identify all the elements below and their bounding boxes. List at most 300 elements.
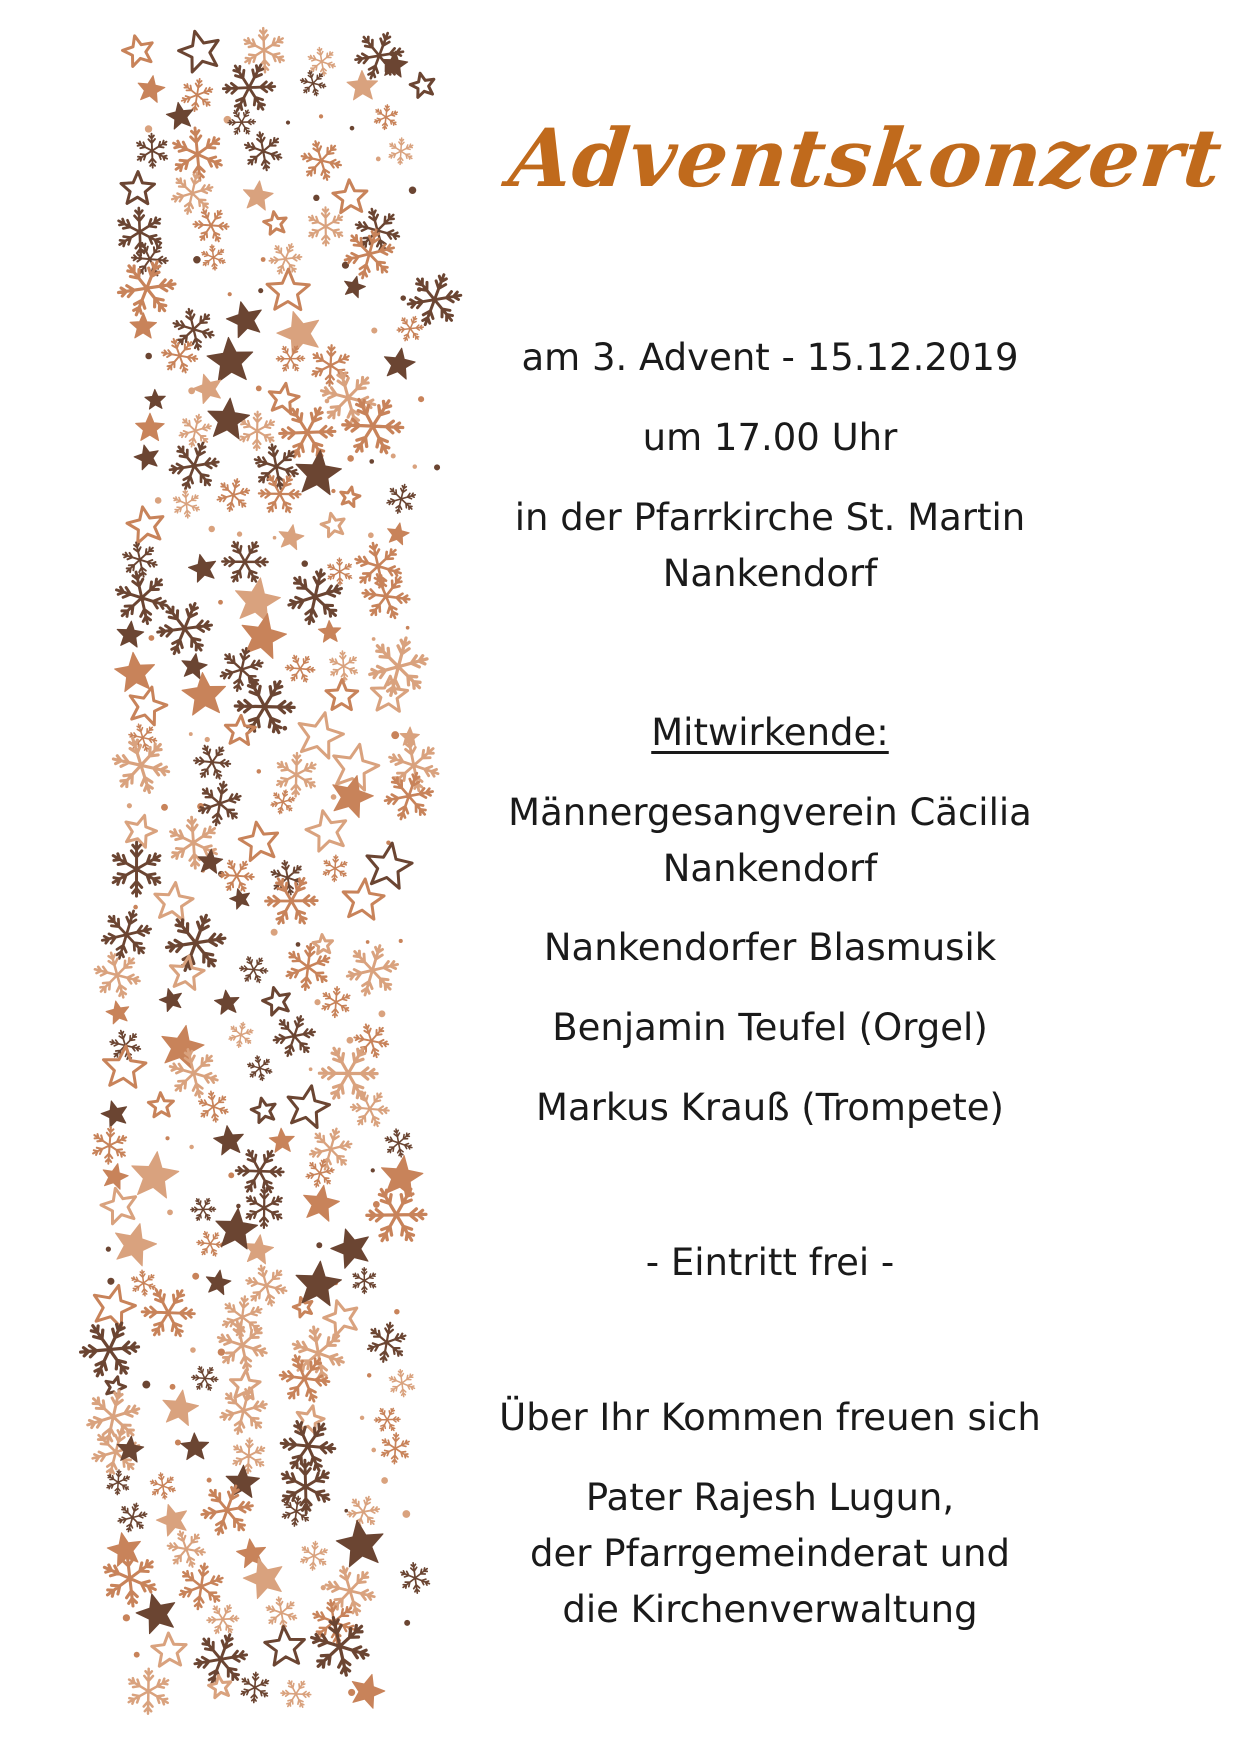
snowflake-icon bbox=[195, 1635, 247, 1684]
snowflake-icon bbox=[241, 1672, 268, 1702]
dot-icon bbox=[170, 1384, 176, 1390]
snowflake-icon bbox=[194, 746, 230, 779]
dot-icon bbox=[413, 464, 418, 469]
snowflake-icon bbox=[221, 1388, 267, 1434]
snowflake-icon bbox=[162, 339, 197, 373]
dot-icon bbox=[409, 186, 416, 193]
snowflake-icon bbox=[167, 915, 225, 970]
snowflake-icon bbox=[182, 79, 213, 111]
star-icon bbox=[321, 513, 344, 536]
star-icon bbox=[216, 1208, 258, 1249]
star-icon bbox=[242, 614, 286, 659]
snowflake-icon bbox=[308, 48, 335, 76]
snowflake-icon bbox=[172, 173, 212, 214]
dot-icon bbox=[368, 532, 374, 538]
snowflake-icon bbox=[370, 638, 427, 695]
star-icon bbox=[296, 1261, 342, 1306]
star-icon bbox=[269, 383, 299, 413]
dot-icon bbox=[376, 157, 381, 162]
snowflake-icon bbox=[280, 408, 335, 457]
snowflake-icon bbox=[113, 738, 168, 792]
star-icon bbox=[130, 313, 157, 338]
snowflake-icon bbox=[129, 1669, 168, 1714]
snowflake-icon bbox=[322, 371, 375, 424]
dot-icon bbox=[367, 1373, 371, 1377]
snowflake-icon bbox=[235, 681, 294, 733]
star-icon bbox=[214, 1126, 244, 1155]
star-icon bbox=[264, 212, 286, 234]
snowflake-icon bbox=[247, 1188, 282, 1228]
dot-icon bbox=[378, 1010, 385, 1017]
star-icon bbox=[336, 1520, 383, 1567]
star-icon bbox=[101, 1188, 136, 1224]
snowflake-icon bbox=[309, 207, 342, 245]
star-icon bbox=[236, 578, 281, 623]
dot-icon bbox=[418, 396, 424, 402]
snowflake-icon bbox=[107, 1470, 129, 1495]
star-icon bbox=[326, 680, 358, 710]
snowflake-icon bbox=[367, 1189, 426, 1241]
snowflake-icon bbox=[293, 1327, 343, 1379]
dot-icon bbox=[208, 526, 214, 532]
dot-icon bbox=[400, 295, 406, 301]
snowflake-icon bbox=[113, 842, 160, 896]
star-icon bbox=[215, 990, 239, 1014]
dot-icon bbox=[321, 1585, 326, 1590]
dot-icon bbox=[161, 804, 168, 811]
star-icon bbox=[104, 1046, 146, 1087]
star-icon bbox=[226, 1465, 259, 1497]
dot-icon bbox=[218, 600, 223, 605]
dot-icon bbox=[145, 353, 152, 360]
dot-icon bbox=[348, 1689, 355, 1696]
star-icon bbox=[106, 1001, 129, 1024]
star-icon bbox=[304, 1185, 340, 1221]
star-icon bbox=[189, 554, 216, 582]
dot-icon bbox=[360, 1416, 364, 1420]
star-icon bbox=[117, 621, 144, 647]
snowflake-icon bbox=[354, 1024, 388, 1057]
star-icon bbox=[145, 389, 165, 409]
snowflake-icon bbox=[368, 1323, 405, 1362]
snowflake-icon bbox=[280, 1356, 329, 1402]
snowflake-icon bbox=[312, 1618, 368, 1676]
dot-icon bbox=[402, 1510, 410, 1518]
star-icon bbox=[297, 1406, 324, 1434]
snowflake-icon bbox=[93, 1127, 126, 1164]
dot-icon bbox=[316, 1242, 322, 1248]
star-icon bbox=[163, 1390, 199, 1426]
snowflake-icon bbox=[287, 944, 329, 990]
dot-icon bbox=[207, 1478, 212, 1483]
snowflake-icon bbox=[385, 1129, 412, 1157]
dot-icon bbox=[197, 803, 204, 810]
star-icon bbox=[345, 276, 366, 297]
snowflake-icon bbox=[401, 1563, 429, 1593]
snowflake-icon bbox=[171, 817, 217, 868]
dot-icon bbox=[256, 386, 262, 392]
star-icon bbox=[244, 181, 274, 210]
host-line: Pater Rajesh Lugun, bbox=[585, 1476, 955, 1519]
dot-icon bbox=[205, 737, 210, 742]
dot-icon bbox=[134, 1652, 140, 1658]
dot-icon bbox=[258, 288, 263, 293]
dot-icon bbox=[236, 1204, 241, 1209]
snowflake-icon bbox=[246, 1266, 286, 1306]
snowflake-icon bbox=[151, 1473, 176, 1499]
star-icon bbox=[318, 621, 340, 643]
star-icon bbox=[243, 1558, 282, 1598]
snowflake-icon bbox=[229, 1023, 253, 1048]
snowflake-icon bbox=[385, 773, 433, 819]
dot-icon bbox=[381, 1477, 388, 1484]
snowflake-icon bbox=[218, 479, 250, 511]
snowflake-icon bbox=[348, 1497, 380, 1527]
snowflake-icon bbox=[132, 1270, 156, 1296]
dot-icon bbox=[257, 464, 261, 468]
dot-icon bbox=[224, 116, 232, 124]
star-icon bbox=[198, 849, 223, 873]
snowflake-icon bbox=[137, 134, 167, 168]
star-icon bbox=[107, 1533, 140, 1567]
dot-icon bbox=[347, 455, 354, 462]
star-icon bbox=[313, 935, 333, 954]
star-icon bbox=[156, 1505, 186, 1537]
snowflake-icon bbox=[245, 132, 281, 170]
snowflake-icon bbox=[223, 65, 274, 111]
star-icon bbox=[159, 989, 181, 1012]
performer-item: Markus Krauß (Trompete) bbox=[536, 1086, 1004, 1129]
star-icon bbox=[127, 507, 163, 543]
dot-icon bbox=[331, 794, 337, 800]
dot-icon bbox=[127, 803, 132, 808]
snowflake-icon bbox=[132, 243, 168, 276]
closing-hosts bbox=[480, 1470, 1060, 1638]
dot-icon bbox=[155, 497, 162, 504]
star-icon bbox=[341, 487, 360, 506]
dot-icon bbox=[344, 1509, 348, 1513]
snowflake-icon bbox=[93, 1429, 139, 1476]
dot-icon bbox=[282, 726, 287, 731]
dot-icon bbox=[189, 1145, 193, 1149]
snowflake-icon bbox=[180, 415, 212, 447]
snowflake-icon bbox=[193, 210, 228, 242]
snowflake-icon bbox=[168, 1531, 205, 1567]
snowflake-icon bbox=[397, 317, 423, 341]
snowflake-icon bbox=[102, 911, 150, 959]
dot-icon bbox=[218, 871, 224, 877]
snowflake-icon bbox=[351, 1092, 389, 1127]
star-icon bbox=[179, 31, 219, 72]
dot-icon bbox=[399, 939, 403, 943]
dot-icon bbox=[394, 1309, 399, 1314]
star-icon bbox=[182, 673, 226, 716]
event-location bbox=[480, 490, 1060, 602]
star-icon bbox=[94, 1286, 135, 1328]
star-icon bbox=[138, 76, 165, 103]
snowflake-icon bbox=[110, 1031, 140, 1061]
snowflake-icon bbox=[142, 1290, 194, 1336]
dot-icon bbox=[347, 1037, 354, 1044]
star-icon bbox=[230, 889, 250, 909]
snowflake-icon bbox=[222, 542, 267, 581]
snowflake-icon bbox=[319, 1048, 377, 1098]
star-icon bbox=[225, 715, 255, 744]
star-icon bbox=[148, 1093, 173, 1117]
star-icon bbox=[410, 73, 434, 97]
dot-icon bbox=[257, 769, 262, 774]
dot-icon bbox=[190, 1347, 196, 1353]
snowflake-icon bbox=[123, 543, 157, 577]
snowflake-icon bbox=[302, 141, 341, 180]
star-icon bbox=[367, 843, 412, 888]
dot-icon bbox=[309, 1067, 313, 1071]
snowflake-icon bbox=[289, 570, 342, 624]
snowflake-icon bbox=[322, 987, 350, 1017]
snowflake-icon bbox=[248, 1056, 272, 1080]
star-icon bbox=[126, 815, 157, 847]
dot-icon bbox=[434, 464, 440, 470]
star-icon bbox=[263, 988, 290, 1016]
star-icon bbox=[296, 450, 342, 495]
star-icon bbox=[388, 523, 410, 545]
snowflake-icon bbox=[104, 1551, 155, 1606]
snowflake-icon bbox=[202, 245, 225, 270]
star-icon bbox=[117, 1436, 144, 1462]
location-village: Nankendorf bbox=[662, 552, 878, 595]
dot-icon bbox=[271, 929, 278, 936]
snowflake-icon bbox=[310, 1129, 351, 1170]
snowflake-icon bbox=[174, 309, 214, 350]
snowflake-icon bbox=[389, 1370, 414, 1397]
star-icon bbox=[279, 525, 304, 550]
dot-icon bbox=[371, 1448, 376, 1453]
dot-icon bbox=[149, 635, 155, 641]
dot-icon bbox=[228, 292, 232, 296]
performer-name-cont: Nankendorf bbox=[662, 847, 878, 890]
dot-icon bbox=[165, 1136, 169, 1140]
snowflake-icon bbox=[301, 1542, 327, 1571]
performer-item bbox=[480, 785, 1060, 897]
star-icon bbox=[347, 71, 378, 100]
snowflake-icon bbox=[314, 1600, 355, 1643]
dot-icon bbox=[313, 195, 319, 201]
dot-icon bbox=[350, 126, 355, 131]
dot-icon bbox=[261, 257, 266, 262]
snowflake-icon bbox=[326, 1567, 374, 1615]
dot-icon bbox=[273, 536, 277, 540]
snowflake-icon bbox=[170, 1049, 217, 1097]
dot-icon bbox=[325, 399, 330, 404]
star-icon bbox=[152, 1633, 186, 1666]
star-icon bbox=[170, 956, 204, 990]
snowflake-icon bbox=[197, 1232, 223, 1256]
snowflake-icon bbox=[259, 476, 301, 512]
star-icon bbox=[306, 811, 346, 851]
snowflake-icon bbox=[283, 1496, 311, 1526]
star-icon bbox=[226, 302, 261, 338]
snowflake-icon bbox=[363, 574, 410, 618]
admission-note: - Eintritt frei - bbox=[645, 1241, 895, 1284]
snowflake-icon bbox=[282, 1460, 329, 1513]
star-icon bbox=[136, 1594, 175, 1634]
star-icon bbox=[123, 36, 153, 67]
star-icon bbox=[288, 1086, 329, 1128]
star-icon bbox=[121, 172, 155, 204]
location-church: in der Pfarrkirche St. Martin bbox=[514, 496, 1026, 539]
dot-icon bbox=[237, 531, 242, 536]
star-icon bbox=[207, 337, 253, 382]
star-icon bbox=[371, 676, 407, 711]
snowflake-icon bbox=[240, 412, 274, 450]
snowflake-icon bbox=[286, 656, 315, 682]
star-icon bbox=[382, 1156, 423, 1197]
star-icon bbox=[182, 654, 207, 679]
star-icon bbox=[134, 445, 158, 470]
snowflake-icon bbox=[301, 71, 326, 96]
snowflake-icon bbox=[81, 1323, 139, 1376]
star-icon bbox=[269, 1128, 294, 1152]
star-icon bbox=[237, 1539, 266, 1568]
dot-icon bbox=[175, 1439, 181, 1445]
dot-icon bbox=[107, 1278, 114, 1285]
snowflake-icon bbox=[240, 957, 268, 983]
snowflake-icon bbox=[207, 1605, 238, 1633]
star-icon bbox=[324, 1301, 357, 1336]
dot-icon bbox=[301, 560, 307, 566]
snowflake-icon bbox=[271, 790, 295, 814]
snowflake-icon bbox=[345, 230, 394, 278]
host-line: die Kirchenverwaltung bbox=[562, 1588, 978, 1631]
snowflake-icon bbox=[174, 490, 200, 518]
closing-intro: Über Ihr Kommen freuen sich bbox=[499, 1396, 1041, 1439]
snowflake-icon bbox=[269, 244, 301, 274]
snowflake-icon bbox=[88, 1391, 139, 1443]
performer-name: Männergesangverein Cäcilia bbox=[508, 791, 1032, 834]
star-icon bbox=[352, 1674, 385, 1708]
star-icon bbox=[384, 348, 415, 379]
snowflake-icon bbox=[117, 572, 167, 624]
snowflake-icon bbox=[390, 740, 438, 790]
star-icon bbox=[132, 1152, 179, 1198]
star-icon bbox=[343, 879, 384, 919]
snowflake-icon bbox=[180, 1564, 222, 1609]
snowflake-icon bbox=[129, 724, 157, 751]
snowflake-icon bbox=[119, 262, 176, 315]
star-icon bbox=[115, 652, 155, 691]
star-icon bbox=[181, 1433, 209, 1460]
snowflake-icon bbox=[174, 128, 222, 180]
dot-icon bbox=[201, 869, 205, 873]
snowflake-icon bbox=[119, 208, 161, 256]
star-icon bbox=[277, 312, 319, 356]
snowflake-icon bbox=[192, 1367, 218, 1391]
snowflake-icon bbox=[267, 1597, 297, 1628]
dot-icon bbox=[404, 1620, 410, 1626]
dot-icon bbox=[106, 1247, 111, 1252]
snowflake-icon bbox=[199, 1091, 228, 1122]
dot-icon bbox=[286, 120, 290, 124]
dot-icon bbox=[342, 262, 349, 269]
snowflake-icon bbox=[347, 946, 397, 995]
snowflake-icon bbox=[274, 1016, 315, 1056]
star-icon bbox=[136, 413, 165, 440]
star-icon bbox=[231, 1370, 261, 1399]
dot-icon bbox=[189, 732, 193, 736]
snowflake-icon bbox=[202, 1486, 253, 1534]
dot-icon bbox=[228, 1172, 234, 1178]
star-icon bbox=[162, 1025, 204, 1068]
snowflake-icon bbox=[356, 33, 404, 78]
star-icon bbox=[155, 883, 193, 921]
snowflake-icon bbox=[323, 855, 346, 881]
performer-item: Nankendorfer Blasmusik bbox=[543, 926, 997, 969]
snowflake-icon bbox=[95, 953, 140, 998]
dot-icon bbox=[188, 387, 195, 394]
snowflake-icon bbox=[375, 1408, 401, 1430]
snowflake-icon bbox=[218, 1321, 266, 1370]
snowflake-icon bbox=[191, 1199, 216, 1221]
poster-title: Adventskonzert bbox=[505, 111, 1227, 205]
performers-heading: Mitwirkende: bbox=[651, 711, 889, 754]
dot-icon bbox=[417, 287, 422, 292]
star-icon bbox=[267, 269, 309, 309]
snowflake-icon bbox=[408, 275, 461, 325]
dot-icon bbox=[193, 256, 201, 264]
dot-icon bbox=[167, 1209, 173, 1215]
snowflake-icon bbox=[170, 443, 218, 489]
snowflake-icon bbox=[228, 110, 255, 134]
star-icon bbox=[116, 1224, 157, 1266]
snowflake-icon bbox=[255, 445, 298, 489]
star-icon bbox=[334, 744, 379, 790]
star-icon bbox=[265, 1627, 305, 1666]
dot-icon bbox=[123, 1614, 130, 1621]
dot-icon bbox=[133, 905, 138, 910]
snowflake-icon bbox=[387, 485, 415, 513]
star-icon bbox=[209, 1676, 231, 1698]
dot-icon bbox=[331, 489, 335, 493]
dot-icon bbox=[192, 1273, 199, 1280]
snowflake-icon bbox=[221, 648, 263, 691]
snowflake-icon bbox=[343, 400, 403, 453]
snowflake-icon bbox=[223, 1296, 261, 1337]
event-date: am 3. Advent - 15.12.2019 bbox=[521, 336, 1019, 379]
star-icon bbox=[400, 727, 419, 746]
snowflake-icon bbox=[375, 105, 398, 129]
dot-icon bbox=[366, 940, 370, 944]
snowflake-icon bbox=[382, 1433, 409, 1464]
star-icon bbox=[101, 1101, 127, 1127]
star-icon bbox=[206, 1270, 231, 1295]
snowflake-icon bbox=[245, 28, 284, 72]
dot-icon bbox=[371, 1168, 375, 1172]
snowflake-icon bbox=[236, 1151, 283, 1193]
dot-icon bbox=[369, 459, 374, 464]
event-time: um 17.00 Uhr bbox=[642, 416, 898, 459]
star-icon bbox=[193, 374, 221, 403]
dot-icon bbox=[406, 626, 410, 630]
snowflake-icon bbox=[220, 861, 254, 892]
snowflake-icon bbox=[306, 1160, 334, 1187]
performer-item: Benjamin Teufel (Orgel) bbox=[552, 1006, 988, 1049]
snowflake-icon bbox=[356, 543, 401, 589]
star-icon bbox=[333, 180, 367, 213]
snowflake-icon bbox=[330, 651, 357, 681]
snowflake-icon bbox=[389, 138, 413, 164]
dot-icon bbox=[371, 327, 377, 333]
snowflake-icon bbox=[233, 1438, 264, 1473]
